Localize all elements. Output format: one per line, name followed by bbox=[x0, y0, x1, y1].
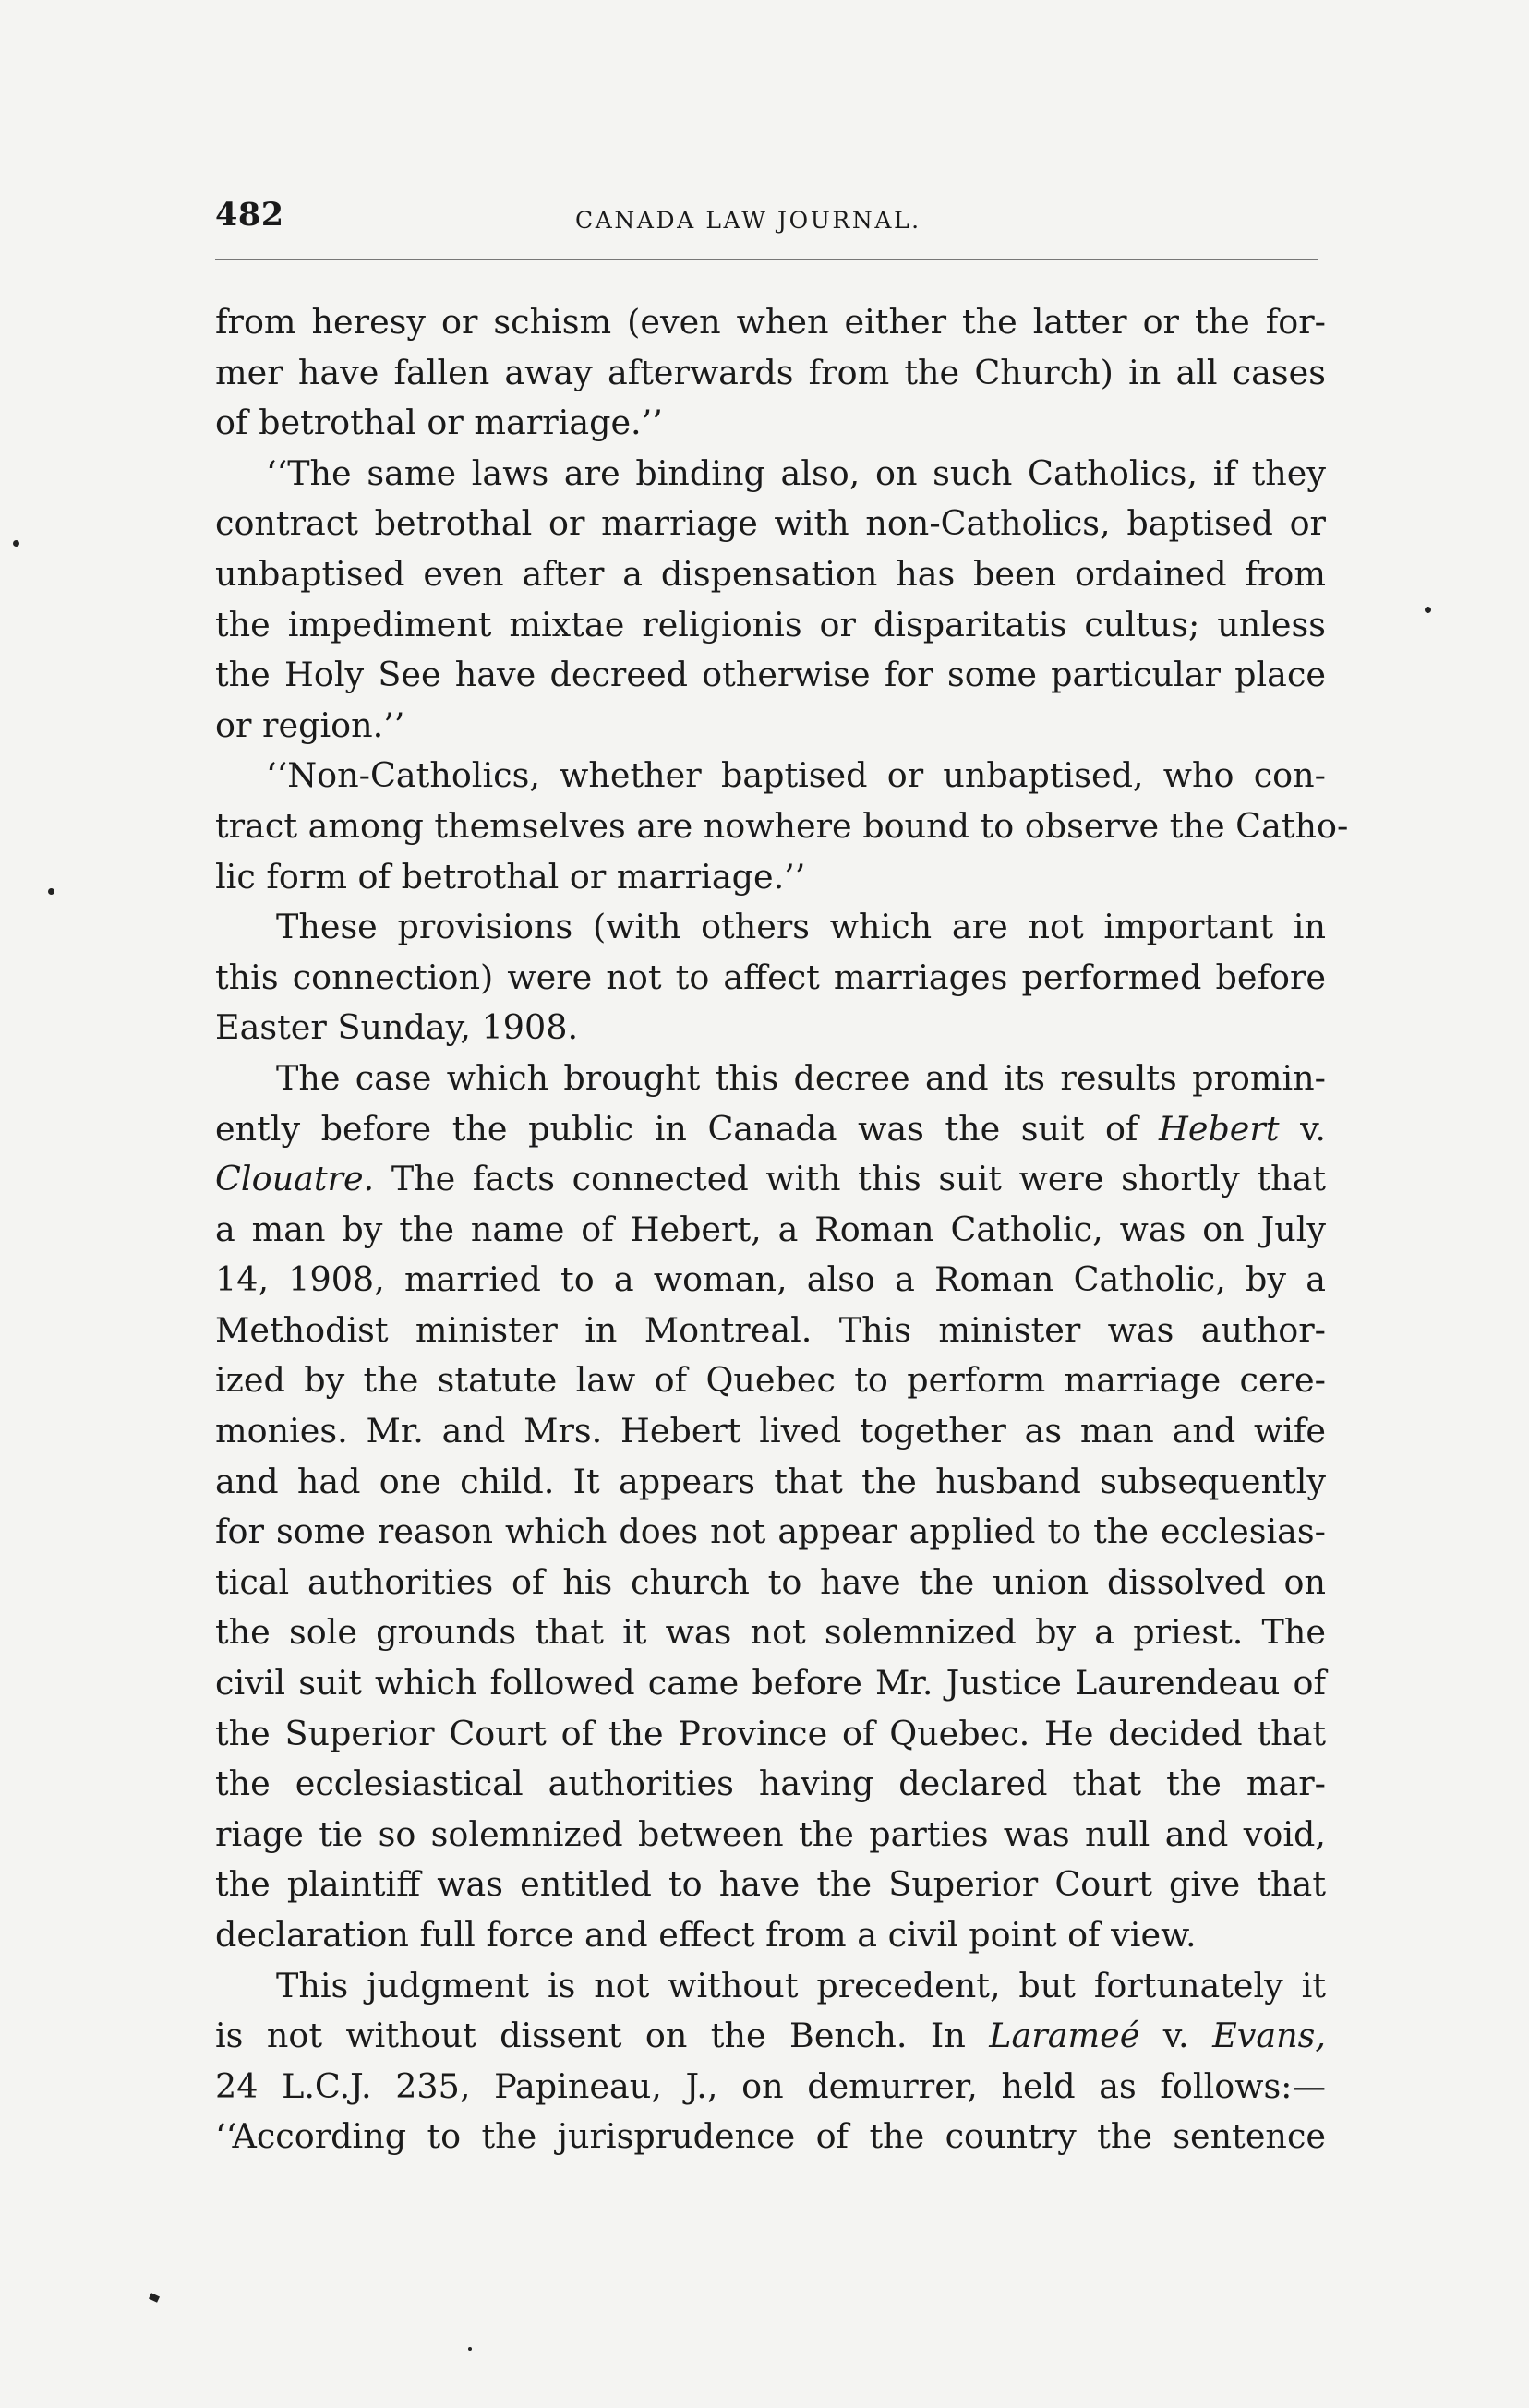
text-line: lic form of betrothal or marriage.’’ bbox=[215, 856, 806, 897]
text-line: declaration full force and effect from a civil point of view. bbox=[215, 1915, 1197, 1955]
text-line: the ecclesiastical authorities having declared that the mar- bbox=[215, 1764, 1326, 1804]
scan-speck bbox=[1425, 607, 1431, 613]
running-head: CANADA LAW JOURNAL. bbox=[575, 207, 921, 234]
text-line bbox=[215, 1154, 1326, 1205]
text-run: ently before the public in Canada was the suit of bbox=[215, 1108, 1160, 1149]
text-line: the Holy See have decreed otherwise for some particular place bbox=[215, 655, 1326, 695]
text-line: 24 L.C.J. 235, Papineau, J., on demurrer, held as follows:— bbox=[215, 2065, 1326, 2106]
case-name: Hebert bbox=[1159, 1108, 1280, 1149]
text-line: for some reason which does not appear applied to the ecclesias- bbox=[215, 1511, 1326, 1552]
text-line: This judgment is not without precedent, but fortunately it bbox=[276, 1965, 1326, 2005]
text-line: ‘‘According to the jurisprudence of the country the sentence bbox=[215, 2116, 1326, 2157]
text-line: the plaintiff was entitled to have the Superior Court give that bbox=[215, 1864, 1326, 1905]
text-line: Methodist minister in Montreal. This minister was author- bbox=[215, 1309, 1326, 1350]
text-line bbox=[215, 2011, 1326, 2062]
scan-speck bbox=[48, 888, 54, 895]
page-header bbox=[215, 196, 1323, 240]
text-line: contract betrothal or marriage with non-Catholics, baptised or bbox=[215, 503, 1326, 544]
text-line: ‘‘Non-Catholics, whether baptised or unbaptised, who con- bbox=[266, 755, 1326, 796]
text-line: civil suit which followed came before Mr. Justice Laurendeau of bbox=[215, 1663, 1326, 1704]
text-line: the Superior Court of the Province of Quebec. He decided that bbox=[215, 1713, 1326, 1753]
text-line: a man by the name of Hebert, a Roman Catholic, was on July bbox=[215, 1209, 1326, 1249]
text-line: or region.’’ bbox=[215, 704, 405, 745]
text-line: Easter Sunday, 1908. bbox=[215, 1007, 579, 1048]
text-line: ‘‘The same laws are binding also, on such Catholics, if they bbox=[266, 452, 1326, 493]
text-line: 14, 1908, married to a woman, also a Roman Catholic, by a bbox=[215, 1259, 1326, 1300]
page-number: 482 bbox=[215, 196, 284, 234]
text-line: tract among themselves are nowhere bound to observe the Catho- bbox=[215, 805, 1349, 846]
case-name: Evans, bbox=[1212, 2016, 1326, 2056]
case-name: Larameé bbox=[989, 2016, 1140, 2056]
header-rule bbox=[215, 259, 1318, 260]
case-name: Clouatre. bbox=[215, 1159, 375, 1199]
text-line: These provisions (with others which are not important in bbox=[276, 907, 1326, 947]
text-line: this connection) were not to affect marriages performed before bbox=[215, 957, 1326, 997]
scan-speck bbox=[468, 2347, 472, 2351]
text-line: and had one child. It appears that the husband subsequently bbox=[215, 1461, 1326, 1501]
text-line: ized by the statute law of Quebec to perform marriage cere- bbox=[215, 1360, 1326, 1401]
text-line: mer have fallen away afterwards from the Church) in all cases bbox=[215, 352, 1326, 392]
text-run: is not without dissent on the Bench. In bbox=[215, 2016, 990, 2056]
text-line: The case which brought this decree and its results promin- bbox=[276, 1057, 1326, 1098]
body-text bbox=[215, 297, 1349, 2162]
scan-mark bbox=[149, 2293, 160, 2303]
text-line: of betrothal or marriage.’’ bbox=[215, 403, 663, 443]
scan-speck bbox=[13, 540, 19, 547]
text-run: v. bbox=[1139, 2016, 1213, 2056]
text-line: monies. Mr. and Mrs. Hebert lived together as man and wife bbox=[215, 1411, 1326, 1451]
text-run: The facts connected with this suit were shortly that bbox=[374, 1159, 1326, 1199]
text-line: tical authorities of his church to have the union dissolved on bbox=[215, 1561, 1326, 1602]
text-line bbox=[215, 1104, 1326, 1155]
text-line: unbaptised even after a dispensation has been ordained from bbox=[215, 553, 1326, 594]
text-run: v. bbox=[1279, 1108, 1327, 1149]
text-line: the sole grounds that it was not solemnized by a priest. The bbox=[215, 1612, 1326, 1653]
text-line: from heresy or schism (even when either the latter or the for- bbox=[215, 302, 1326, 342]
text-line: the impediment mixtae religionis or disparitatis cultus; unless bbox=[215, 604, 1326, 644]
text-line: riage tie so solemnized between the parties was null and void, bbox=[215, 1813, 1326, 1854]
